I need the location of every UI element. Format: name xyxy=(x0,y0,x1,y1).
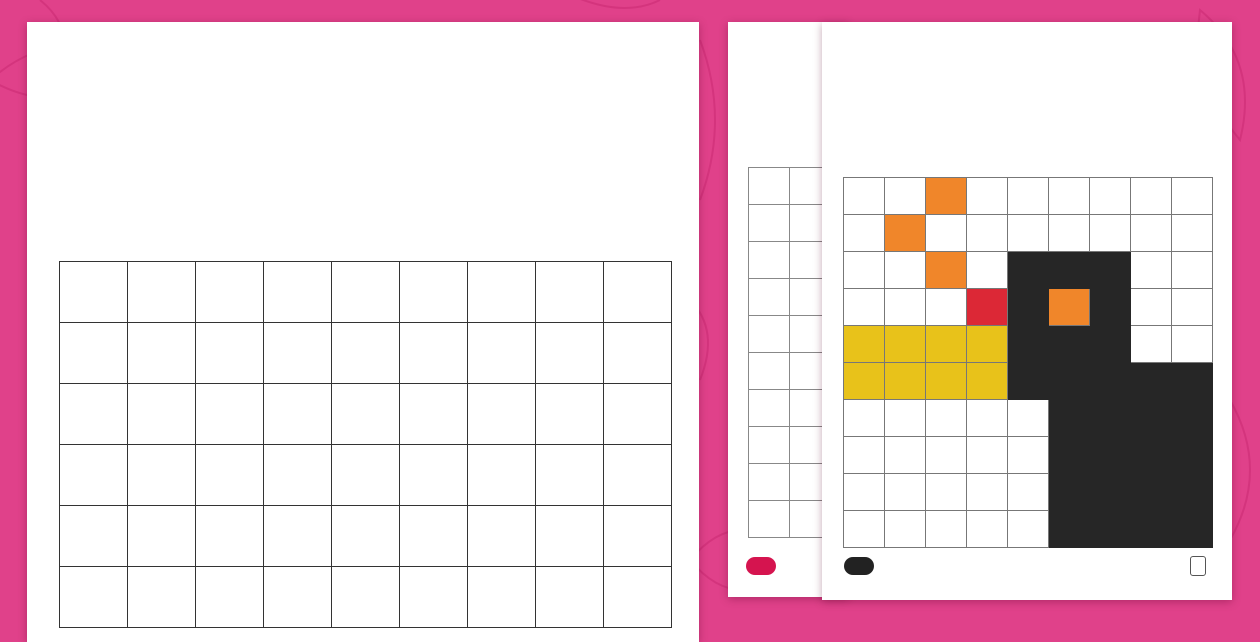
answers-brand-logo xyxy=(844,557,874,575)
answers-grid-cell xyxy=(967,474,1008,511)
answers-grid-cell xyxy=(1090,511,1131,548)
worksheet-grid-cell xyxy=(196,567,264,628)
worksheet-grid-cell xyxy=(604,445,672,506)
answers-grid-cell xyxy=(1008,178,1049,215)
answers-page xyxy=(822,22,1232,600)
back-grid-row xyxy=(749,464,831,501)
answers-grid-cell xyxy=(926,178,967,215)
answers-grid-cell xyxy=(1049,326,1090,363)
worksheet-grid-cell xyxy=(536,262,604,323)
worksheet-grid-cell xyxy=(468,567,536,628)
worksheet-grid-cell xyxy=(60,506,128,567)
worksheet-grid xyxy=(59,261,672,628)
answers-grid-cell xyxy=(885,363,926,400)
worksheet-grid-row xyxy=(60,567,672,628)
worksheet-grid-cell xyxy=(536,445,604,506)
answers-grid-cell xyxy=(844,215,885,252)
answers-grid-cell xyxy=(1090,474,1131,511)
answers-grid-cell xyxy=(1008,511,1049,548)
answers-grid-cell xyxy=(844,326,885,363)
answers-grid-cell xyxy=(1049,363,1090,400)
worksheet-grid-cell xyxy=(264,506,332,567)
worksheet-grid-cell xyxy=(196,445,264,506)
answers-grid-cell xyxy=(1008,400,1049,437)
answers-grid-cell xyxy=(1131,326,1172,363)
back-grid-row xyxy=(749,427,831,464)
answers-grid-cell xyxy=(967,252,1008,289)
answers-grid-cell xyxy=(1008,289,1049,326)
worksheet-grid-cell xyxy=(332,567,400,628)
answers-grid-row xyxy=(844,511,1213,548)
worksheet-grid-cell xyxy=(264,445,332,506)
answers-grid-cell xyxy=(844,400,885,437)
worksheet-grid-cell xyxy=(468,506,536,567)
answers-grid-row xyxy=(844,178,1213,215)
worksheet-grid-cell xyxy=(128,445,196,506)
worksheet-grid-cell xyxy=(604,323,672,384)
back-grid-row xyxy=(749,353,831,390)
back-brand-logo xyxy=(746,557,776,575)
back-grid-cell xyxy=(749,279,790,316)
answers-grid-cell xyxy=(844,289,885,326)
answers-grid-cell xyxy=(1008,326,1049,363)
answers-grid-row xyxy=(844,289,1213,326)
back-grid-row xyxy=(749,390,831,427)
worksheet-grid-cell xyxy=(60,384,128,445)
answers-grid-cell xyxy=(967,400,1008,437)
answers-grid-row xyxy=(844,474,1213,511)
answers-grid-cell xyxy=(1090,326,1131,363)
worksheet-grid-cell xyxy=(264,262,332,323)
answers-grid-cell xyxy=(1090,437,1131,474)
worksheet-grid-cell xyxy=(332,262,400,323)
worksheet-grid-cell xyxy=(60,445,128,506)
answers-grid-cell xyxy=(967,289,1008,326)
answers-grid-cell xyxy=(1172,437,1213,474)
worksheet-grid-row xyxy=(60,445,672,506)
answers-grid-row xyxy=(844,400,1213,437)
worksheet-grid-cell xyxy=(468,445,536,506)
back-grid-cell xyxy=(749,353,790,390)
answers-grid-cell xyxy=(885,437,926,474)
worksheet-grid-cell xyxy=(536,384,604,445)
worksheet-grid-cell xyxy=(128,323,196,384)
worksheet-grid-cell xyxy=(400,445,468,506)
worksheet-grid-cell xyxy=(332,384,400,445)
worksheet-grid-cell xyxy=(400,323,468,384)
answers-grid-cell xyxy=(844,474,885,511)
back-worksheet-grid xyxy=(748,167,831,538)
worksheet-grid-cell xyxy=(196,262,264,323)
worksheet-grid-cell xyxy=(128,384,196,445)
answers-grid-cell xyxy=(1172,178,1213,215)
answers-grid-cell xyxy=(1090,215,1131,252)
answers-grid-cell xyxy=(1090,400,1131,437)
worksheet-grid-cell xyxy=(60,323,128,384)
worksheet-grid-cell xyxy=(400,506,468,567)
worksheet-grid-cell xyxy=(536,567,604,628)
worksheet-grid-cell xyxy=(128,567,196,628)
answers-grid-row xyxy=(844,252,1213,289)
worksheet-grid-cell xyxy=(264,384,332,445)
answers-footer-icon xyxy=(1190,556,1206,576)
answers-grid-cell xyxy=(1090,363,1131,400)
answers-grid-cell xyxy=(967,437,1008,474)
back-grid-row xyxy=(749,205,831,242)
back-grid-cell xyxy=(749,427,790,464)
answers-grid-cell xyxy=(885,474,926,511)
answers-grid-cell xyxy=(844,178,885,215)
worksheet-grid-cell xyxy=(264,323,332,384)
answers-grid-cell xyxy=(926,474,967,511)
worksheet-grid-cell xyxy=(332,323,400,384)
answers-grid-cell xyxy=(1131,215,1172,252)
back-grid-cell xyxy=(749,464,790,501)
back-grid-row xyxy=(749,316,831,353)
answers-grid-cell xyxy=(1131,363,1172,400)
answers-grid-cell xyxy=(926,400,967,437)
answers-grid-cell xyxy=(1049,400,1090,437)
worksheet-grid-row xyxy=(60,323,672,384)
worksheet-grid-cell xyxy=(468,384,536,445)
worksheet-grid-cell xyxy=(400,567,468,628)
worksheet-grid-cell xyxy=(196,323,264,384)
worksheet-grid-cell xyxy=(196,384,264,445)
answers-grid-cell xyxy=(1049,178,1090,215)
answers-grid-cell xyxy=(1131,437,1172,474)
answers-grid-cell xyxy=(1049,474,1090,511)
answers-grid-cell xyxy=(1049,215,1090,252)
answers-grid-cell xyxy=(1090,252,1131,289)
answers-grid-row xyxy=(844,326,1213,363)
answers-grid-cell xyxy=(1131,252,1172,289)
worksheet-grid-cell xyxy=(332,445,400,506)
answers-grid-cell xyxy=(967,178,1008,215)
answers-grid-cell xyxy=(1172,289,1213,326)
answers-grid-cell xyxy=(1049,252,1090,289)
worksheet-grid-cell xyxy=(332,506,400,567)
answers-grid-cell xyxy=(1131,474,1172,511)
answers-grid-cell xyxy=(926,437,967,474)
answers-grid-cell xyxy=(967,511,1008,548)
back-grid-cell xyxy=(749,390,790,427)
back-grid-row xyxy=(749,279,831,316)
answers-grid-cell xyxy=(1008,437,1049,474)
back-grid-row xyxy=(749,242,831,279)
worksheet-grid-cell xyxy=(400,384,468,445)
answers-grid-cell xyxy=(1008,363,1049,400)
answers-grid-cell xyxy=(885,326,926,363)
answers-grid-cell xyxy=(1131,511,1172,548)
worksheet-grid-cell xyxy=(468,262,536,323)
back-grid-cell xyxy=(749,242,790,279)
answers-grid-row xyxy=(844,363,1213,400)
worksheet-grid-cell xyxy=(196,506,264,567)
answers-grid-cell xyxy=(1172,400,1213,437)
answers-grid-cell xyxy=(1172,511,1213,548)
answers-grid-cell xyxy=(885,178,926,215)
answers-grid-cell xyxy=(1008,474,1049,511)
back-grid-cell xyxy=(749,168,790,205)
worksheet-grid-cell xyxy=(128,506,196,567)
back-grid-cell xyxy=(749,316,790,353)
answers-grid-cell xyxy=(885,215,926,252)
answers-grid-cell xyxy=(926,511,967,548)
answers-grid-cell xyxy=(1131,400,1172,437)
answers-grid-cell xyxy=(1049,437,1090,474)
answers-grid-cell xyxy=(844,363,885,400)
answers-grid-cell xyxy=(1008,215,1049,252)
answers-grid-cell xyxy=(926,326,967,363)
answers-grid-row xyxy=(844,437,1213,474)
worksheet-grid-cell xyxy=(60,567,128,628)
worksheet-grid-cell xyxy=(468,323,536,384)
worksheet-grid-cell xyxy=(536,506,604,567)
answers-grid-cell xyxy=(885,252,926,289)
worksheet-grid-row xyxy=(60,262,672,323)
answers-grid-cell xyxy=(926,215,967,252)
worksheet-grid-cell xyxy=(604,384,672,445)
answers-grid-cell xyxy=(885,400,926,437)
worksheet-grid-row xyxy=(60,506,672,567)
worksheet-grid-cell xyxy=(264,567,332,628)
worksheet-grid-cell xyxy=(536,323,604,384)
worksheet-grid-cell xyxy=(604,506,672,567)
back-grid-cell xyxy=(749,501,790,538)
answers-grid-cell xyxy=(1172,215,1213,252)
answers-grid-cell xyxy=(844,511,885,548)
answers-grid xyxy=(843,177,1213,548)
answers-grid-cell xyxy=(1172,363,1213,400)
answers-grid-cell xyxy=(967,215,1008,252)
answers-grid-cell xyxy=(1008,252,1049,289)
back-grid-row xyxy=(749,501,831,538)
worksheet-grid-cell xyxy=(604,262,672,323)
answers-grid-cell xyxy=(885,289,926,326)
answers-grid-cell xyxy=(1090,178,1131,215)
worksheet-grid-cell xyxy=(400,262,468,323)
answers-grid-cell xyxy=(885,511,926,548)
answers-grid-cell xyxy=(926,252,967,289)
worksheet-grid-row xyxy=(60,384,672,445)
worksheet-grid-cell xyxy=(128,262,196,323)
answers-grid-cell xyxy=(1049,511,1090,548)
answers-grid-cell xyxy=(844,252,885,289)
answers-grid-cell xyxy=(1172,326,1213,363)
answers-grid-cell xyxy=(1131,178,1172,215)
answers-grid-cell xyxy=(1172,474,1213,511)
answers-grid-cell xyxy=(1090,289,1131,326)
answers-grid-row xyxy=(844,215,1213,252)
worksheet-grid-cell xyxy=(604,567,672,628)
worksheet-grid-cell xyxy=(60,262,128,323)
back-grid-cell xyxy=(749,205,790,242)
answers-grid-cell xyxy=(844,437,885,474)
answers-grid-cell xyxy=(926,289,967,326)
answers-grid-cell xyxy=(1049,289,1090,326)
answers-grid-cell xyxy=(967,363,1008,400)
answers-grid-cell xyxy=(1131,289,1172,326)
answers-grid-cell xyxy=(967,326,1008,363)
worksheet-page xyxy=(27,22,699,642)
answers-grid-cell xyxy=(926,363,967,400)
back-grid-row xyxy=(749,168,831,205)
answers-grid-cell xyxy=(1172,252,1213,289)
